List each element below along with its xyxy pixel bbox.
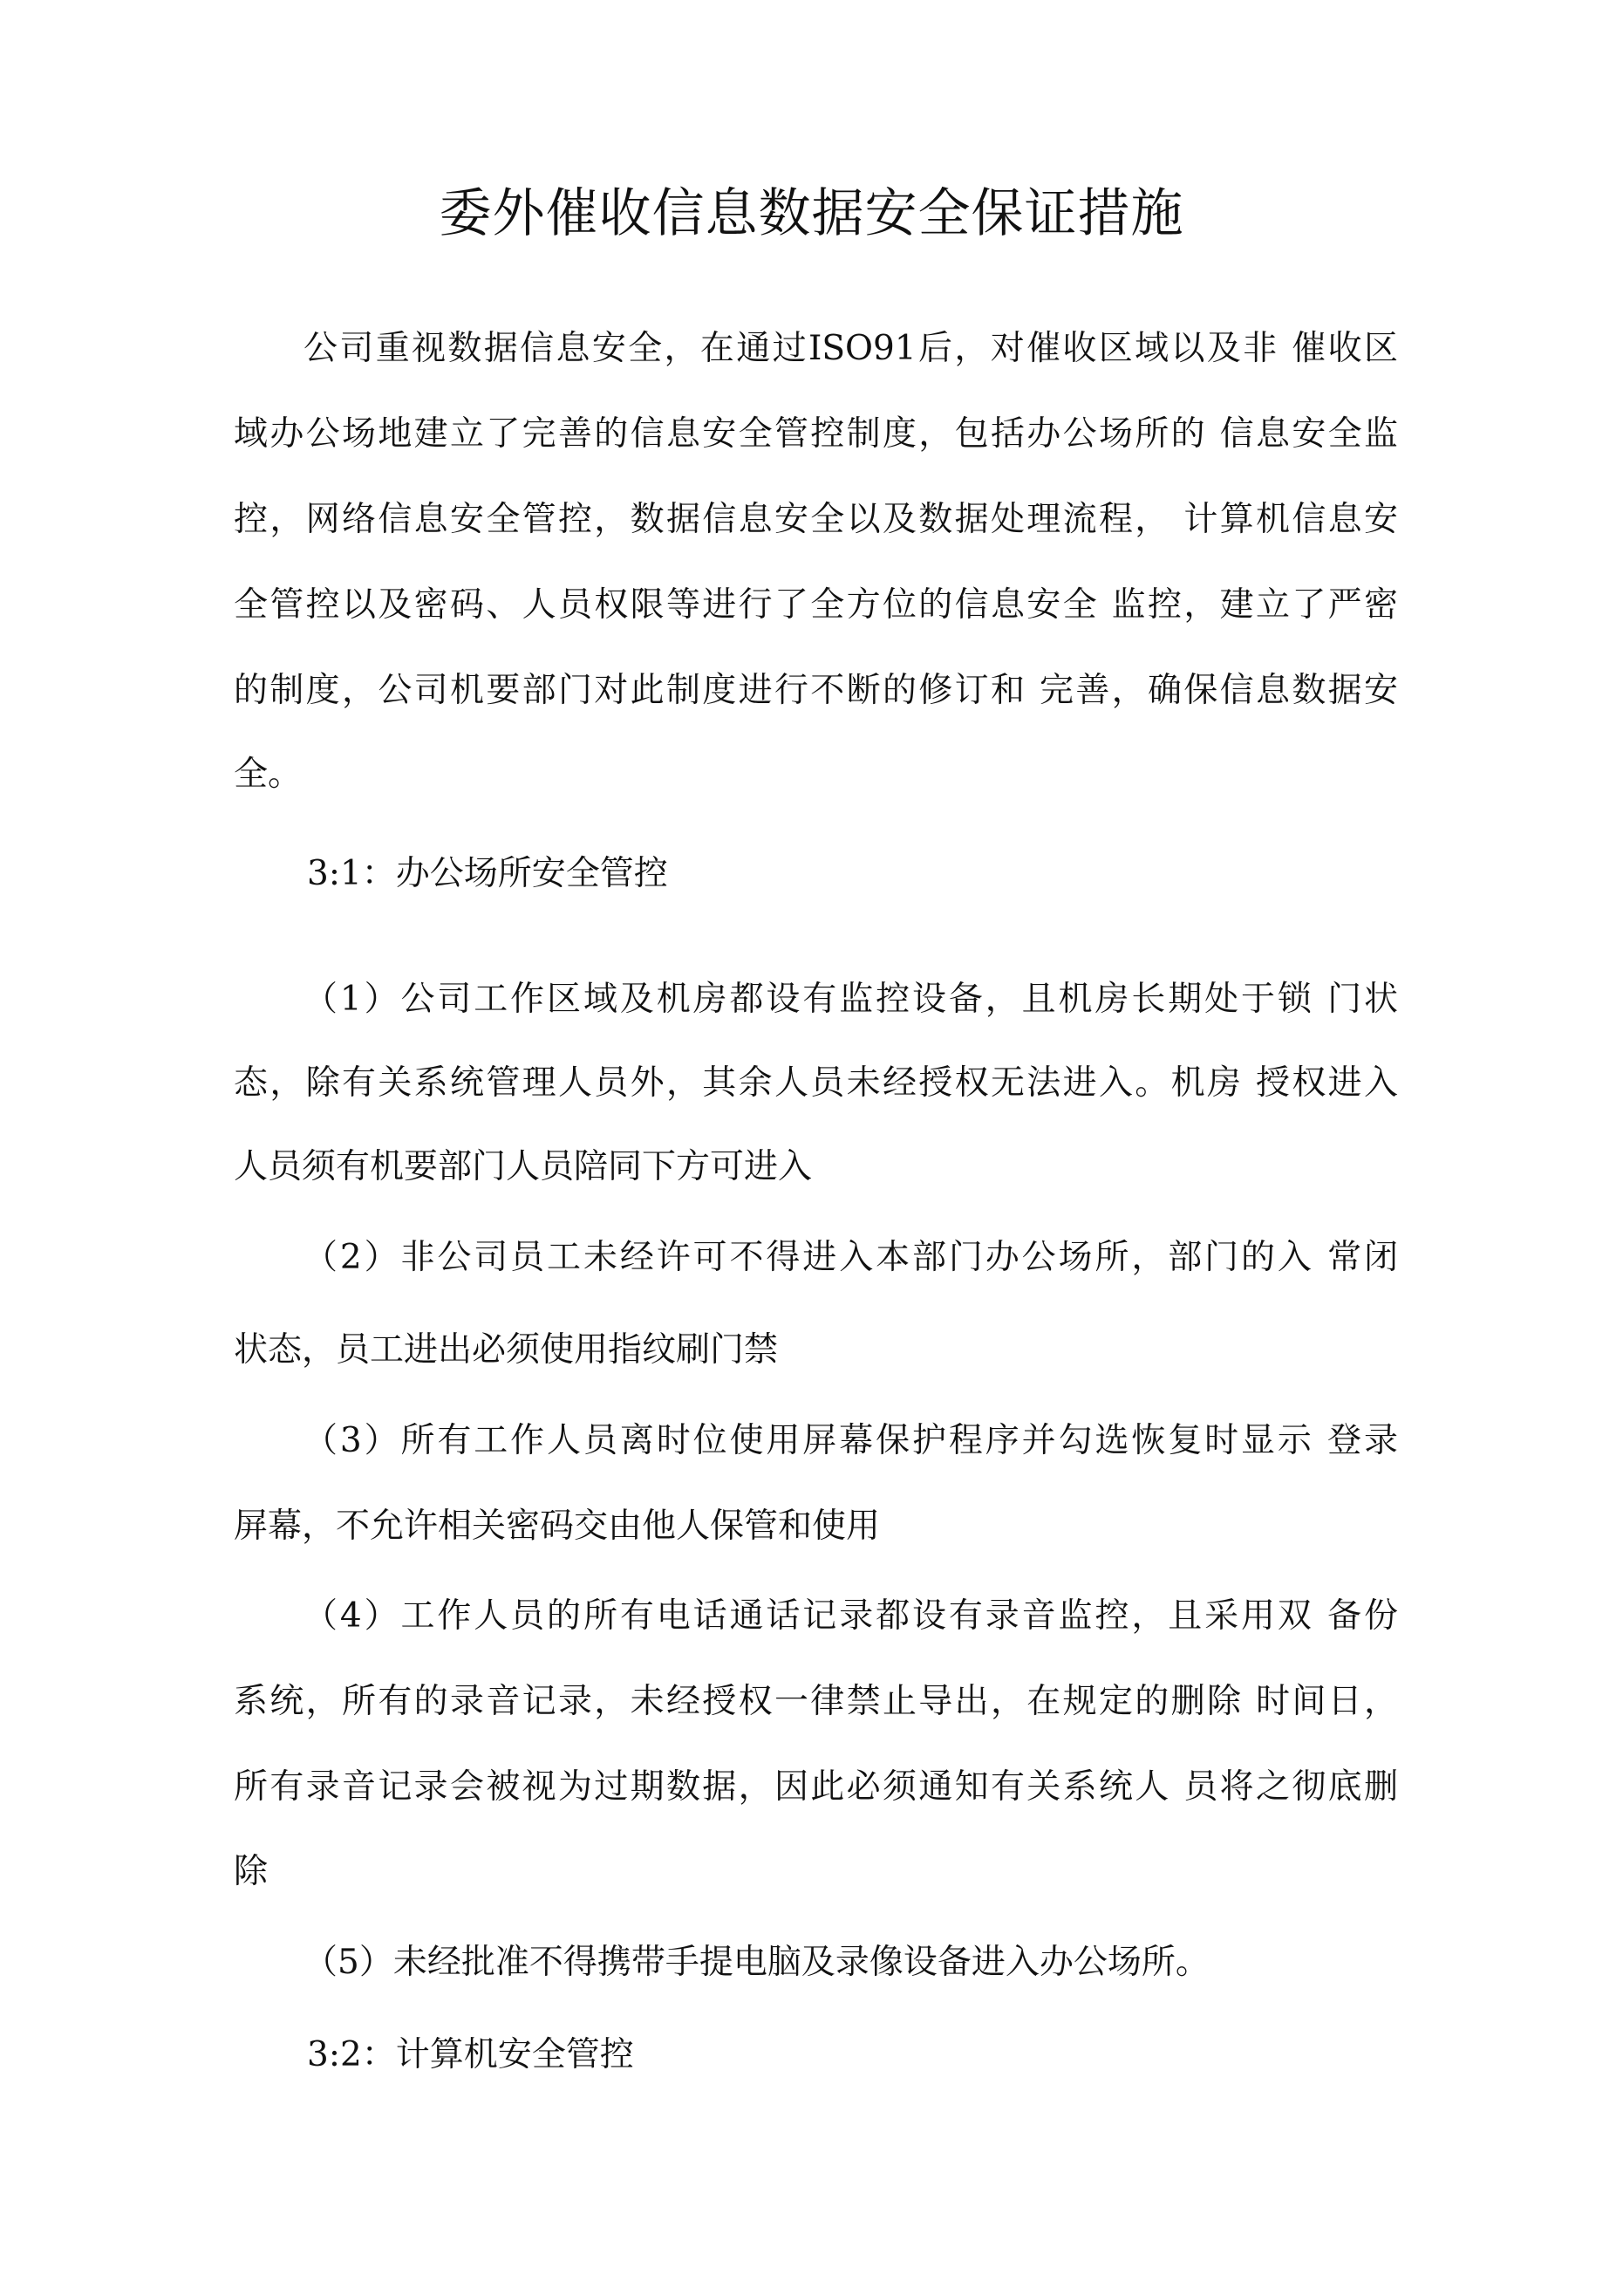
item-4-line-3: 所有录音记录会被视为过期数据，因此必须通知有关系统人 员将之彻底删 xyxy=(234,1767,1398,1807)
item-1-line-2: 态，除有关系统管理人员外，其余人员未经授权无法进入。机房 授权进入 xyxy=(234,1063,1398,1103)
item-3-line-2: 屏幕，不允许相关密码交由他人保管和使用 xyxy=(234,1507,881,1546)
item-4-line-1: （4）工作人员的所有电话通话记录都设有录音监控，且采用双 备份 xyxy=(303,1596,1398,1636)
intro-line-4: 全管控以及密码、人员权限等进行了全方位的信息安全 监控，建立了严密 xyxy=(234,585,1398,625)
item-2-line-2: 状态，员工进出必须使用指纹刷门禁 xyxy=(234,1330,779,1370)
intro-line-3: 控，网络信息安全管控，数据信息安全以及数据处理流程， 计算机信息安 xyxy=(234,500,1398,539)
item-1-line-1: （1）公司工作区域及机房都设有监控设备，且机房长期处于锁 门状 xyxy=(303,980,1398,1019)
item-4-line-2: 系统，所有的录音记录，未经授权一律禁止导出，在规定的删除 时间日， xyxy=(234,1682,1398,1721)
intro-line-5: 的制度，公司机要部门对此制度进行不断的修订和 完善，确保信息数据安 xyxy=(234,671,1398,710)
item-2-line-1: （2）非公司员工未经许可不得进入本部门办公场所，部门的入 常闭 xyxy=(303,1238,1398,1277)
intro-line-1: 公司重视数据信息安全，在通过ISO91后，对催收区域以及非 催收区 xyxy=(303,329,1398,368)
document-title: 委外催收信息数据安全保证措施 xyxy=(439,183,1184,244)
item-5-line-1: （5）未经批准不得携带手提电脑及录像设备进入办公场所。 xyxy=(303,1943,1210,1982)
section-heading-3-2: 3:2：计算机安全管控 xyxy=(307,2035,634,2074)
item-1-line-3: 人员须有机要部门人员陪同下方可进入 xyxy=(234,1147,813,1186)
intro-line-6: 全。 xyxy=(234,755,303,794)
item-3-line-1: （3）所有工作人员离时位使用屏幕保护程序并勾选恢复时显示 登录 xyxy=(303,1421,1398,1460)
intro-line-2: 域办公场地建立了完善的信息安全管控制度，包括办公场所的 信息安全监 xyxy=(234,414,1398,454)
item-4-line-4: 除 xyxy=(234,1852,269,1891)
section-heading-3-1: 3:1：办公场所安全管控 xyxy=(307,854,668,893)
